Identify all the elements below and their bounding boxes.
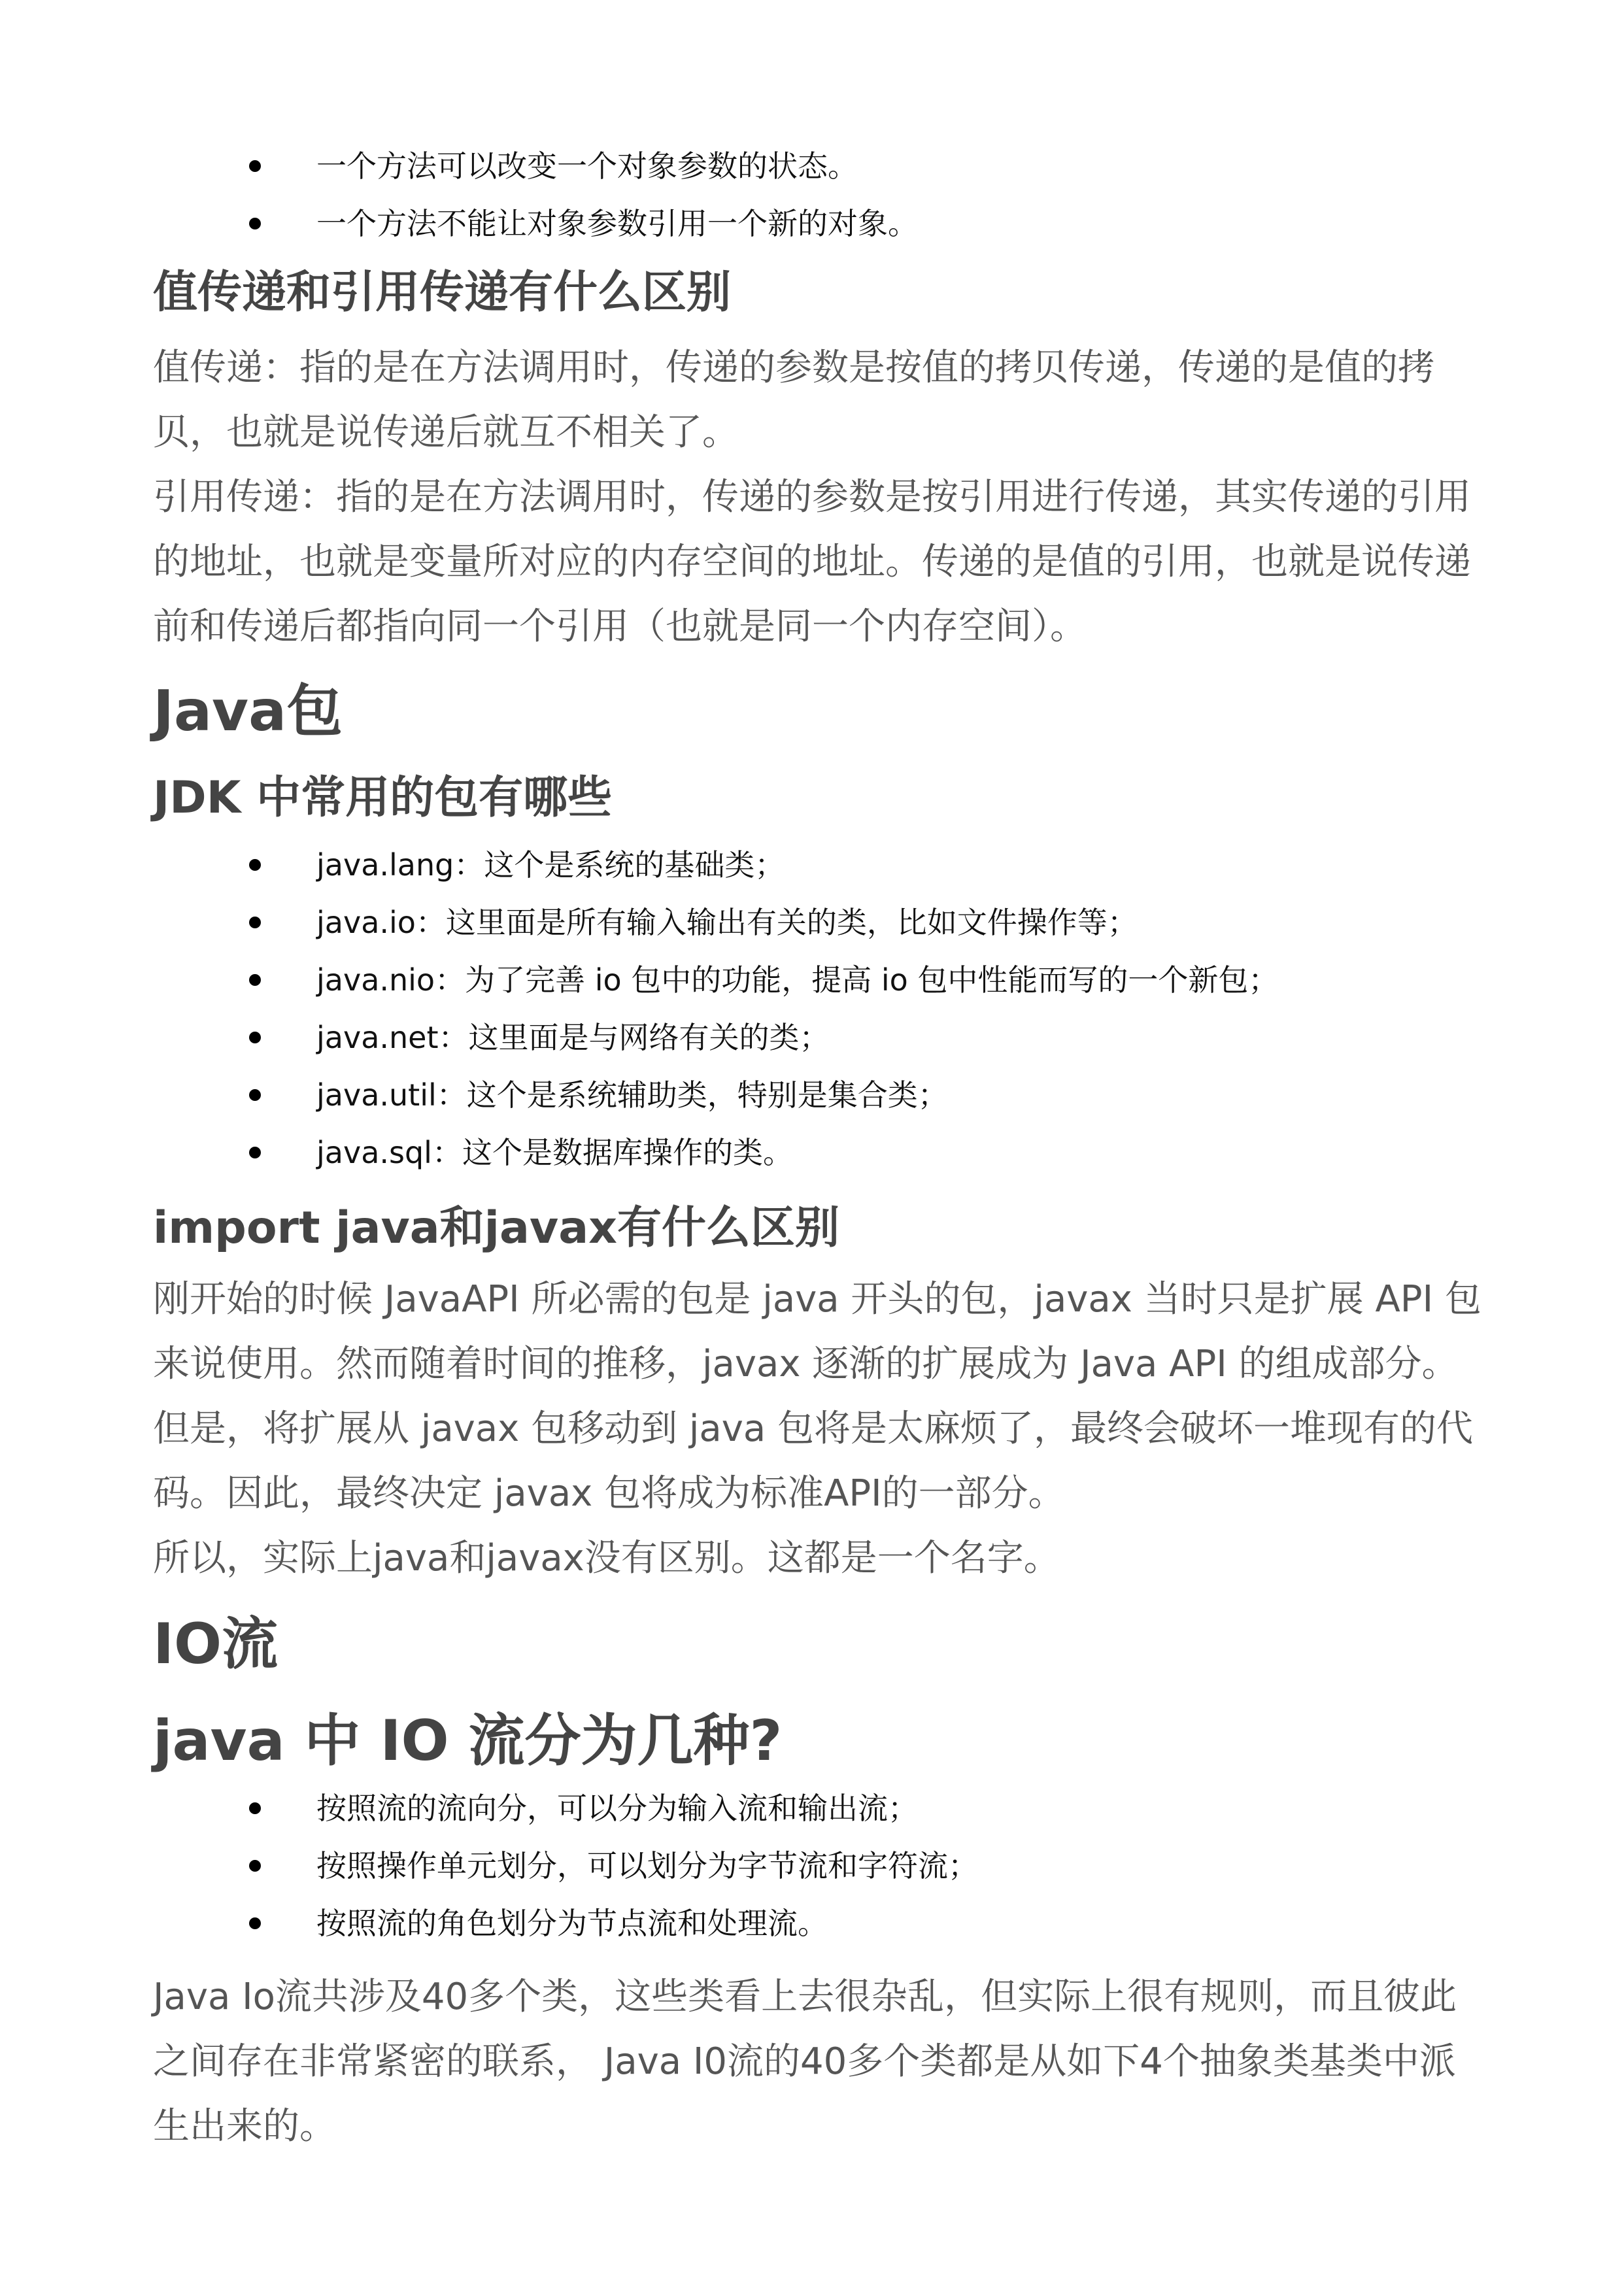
list-item-text: java.sql：这个是数据库操作的类。 — [316, 1135, 793, 1170]
list-item-text: java.lang：这个是系统的基础类； — [316, 847, 785, 883]
bullet-dot-icon — [249, 1032, 261, 1043]
paragraph-value-pass: 值传递：指的是在方法调用时，传递的参数是按值的拷贝传递，传递的是值的拷贝，也就是说传递后就互不相关了。 — [153, 346, 1434, 454]
list-item — [0, 195, 1624, 252]
list-item-text: 一个方法可以改变一个对象参数的状态。 — [316, 148, 858, 184]
list-item — [0, 137, 1624, 195]
list-item-text: java.nio：为了完善 io 包中的功能，提高 io 包中性能而写的一个新包； — [316, 962, 1279, 998]
bullet-dot-icon — [249, 974, 261, 986]
heading-jdk-packages: JDK 中常用的包有哪些 — [153, 772, 613, 824]
list-item — [0, 1837, 1624, 1895]
paragraph-io-abstract-classes: Java Io流共涉及40多个类，这些类看上去很杂乱，但实际上很有规则，而且彼此之间存在非常紧密的联系， Java I0流的40多个类都是从如下4个抽象类基类中派生出来的。 — [153, 1976, 1457, 2148]
body-io-stream-classes — [153, 1965, 1487, 2159]
list-item — [0, 951, 1624, 1009]
bullet-dot-icon — [249, 859, 261, 871]
paragraph-javax-conclusion: 所以，实际上java和javax没有区别。这都是一个名字。 — [153, 1537, 1060, 1579]
list-item-text: java.net：这里面是与网络有关的类； — [316, 1020, 830, 1055]
list-item-text: java.io：这里面是所有输入输出有关的类，比如文件操作等； — [316, 905, 1138, 940]
bullet-dot-icon — [249, 218, 261, 229]
list-item — [0, 1066, 1624, 1124]
body-value-vs-reference — [153, 335, 1487, 659]
list-item — [0, 1124, 1624, 1181]
list-item-text: 按照流的角色划分为节点流和处理流。 — [316, 1906, 828, 1941]
bullet-dot-icon — [249, 1917, 261, 1929]
jdk-package-list — [0, 836, 1624, 1181]
list-item-text: java.util：这个是系统辅助类，特别是集合类； — [316, 1077, 948, 1113]
bullet-dot-icon — [249, 1860, 261, 1872]
bullet-dot-icon — [249, 1147, 261, 1158]
list-item-text: 按照流的流向分，可以分为输入流和输出流； — [316, 1791, 918, 1826]
bullet-dot-icon — [249, 1089, 261, 1101]
paragraph-reference-pass: 引用传递：指的是在方法调用时，传递的参数是按引用进行传递，其实传递的引用的地址，也就是变量所对应的内存空间的地址。传递的是值的引用，也就是说传递前和传递后都指向同一个引用（也就是同一个内存空间）。 — [153, 476, 1471, 648]
list-item — [0, 894, 1624, 951]
heading-value-vs-reference: 值传递和引用传递有什么区别 — [153, 267, 732, 318]
bullet-dot-icon — [249, 1802, 261, 1814]
top-bullet-list — [0, 137, 1624, 252]
heading-io-stream-types: java 中 IO 流分为几种? — [153, 1708, 783, 1774]
heading-java-package: Java包 — [153, 679, 343, 744]
list-item — [0, 1780, 1624, 1837]
list-item — [0, 1895, 1624, 1952]
list-item-text: 按照操作单元划分，可以划分为字节流和字符流； — [316, 1848, 978, 1883]
list-item-text: 一个方法不能让对象参数引用一个新的对象。 — [316, 206, 918, 241]
heading-io-streams: IO流 — [153, 1611, 279, 1677]
list-item — [0, 1009, 1624, 1066]
bullet-dot-icon — [249, 917, 261, 928]
io-type-list — [0, 1780, 1624, 1952]
bullet-dot-icon — [249, 160, 261, 172]
list-item — [0, 836, 1624, 894]
body-java-vs-javax — [153, 1267, 1487, 1591]
heading-java-vs-javax: import java和javax有什么区别 — [153, 1202, 839, 1254]
paragraph-javax-history: 刚开始的时候 JavaAPI 所必需的包是 java 开头的包，javax 当时只是扩展 API 包来说使用。然而随着时间的推移，javax 逐渐的扩展成为 Java API 的组成部分。但是，将扩展从 javax 包移动到 java 包将是太麻烦了，最终会破坏一堆现有的代码。因此，最终决定 javax 包将成为标准API的一部分。 — [153, 1278, 1481, 1515]
